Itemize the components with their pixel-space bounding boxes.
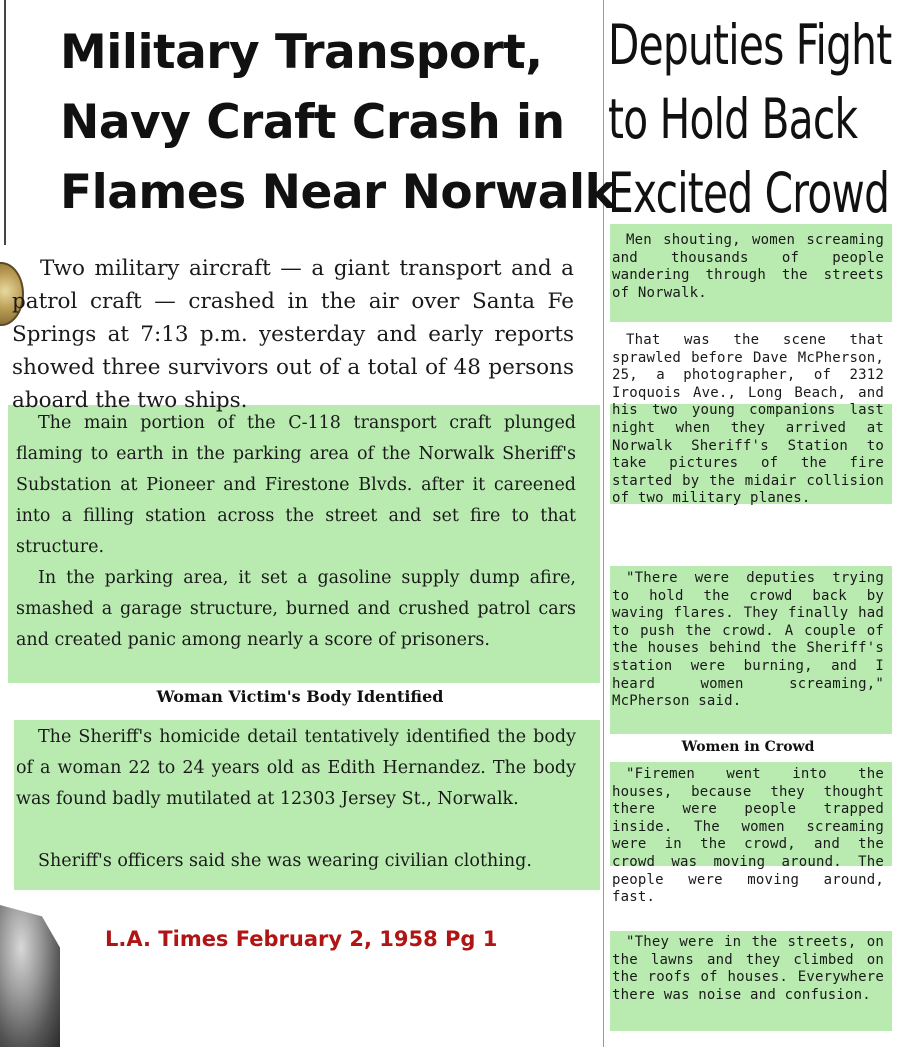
left-headline-line-3: Flames Near Norwalk	[60, 165, 616, 220]
left-headline-line-1: Military Transport,	[60, 25, 543, 80]
left-headline-line-2: Navy Craft Crash in	[60, 95, 565, 150]
right-paragraph-3: "There were deputies trying to hold the crowd back by waving flares. They finally had to push the crowd. A couple of the houses behind the Sheriff's station were burning, and I heard women screaming," McPherson said.	[612, 570, 884, 710]
right-headline-line-1: Deputies Fight	[608, 13, 892, 77]
left-paragraph-4: Sheriff's officers said she was wearing civilian clothing.	[38, 851, 532, 871]
right-paragraph-5: "They were in the streets, on the lawns and they climbed on the roofs of houses. Everywhere there was noise and confusion.	[612, 934, 884, 1003]
left-paragraph-2: In the parking area, it set a gasoline supply dump afire, smashed a garage structure, burned and crushed patrol cars and created panic among nearly a score of prisoners.	[16, 568, 576, 650]
right-paragraph-2: That was the scene that sprawled before Dave McPherson, 25, a photographer, of 2312 Iroquois Ave., Long Beach, and his two young companions last night when they arrived at Norwalk Sheriff's Station to take pictures of the fire started by the midair collision of two military planes.	[612, 332, 884, 507]
right-subhead: Women in Crowd	[681, 739, 815, 755]
left-headline	[60, 18, 615, 228]
right-paragraph-1: Men shouting, women screaming and thousands of people wandering through the streets of Norwalk.	[612, 232, 884, 301]
left-edge-rule	[4, 0, 6, 245]
photo-fragment	[0, 905, 60, 1047]
left-paragraph-1: The main portion of the C-118 transport craft plunged flaming to earth in the parking area of the Norwalk Sheriff's Substation at Pioneer and Firestone Blvds. after it careened into a filling station across the street and set fire to that structure.	[16, 413, 576, 557]
left-lead-paragraph: Two military aircraft — a giant transport and a patrol craft — crashed in the air over Santa Fe Springs at 7:13 p.m. yesterday and early reports showed three survivors out of a total of 48 persons aboard the two ships.	[12, 256, 574, 413]
left-subhead: Woman Victim's Body Identified	[156, 687, 444, 706]
right-headline-line-3: Excited Crowd	[608, 161, 890, 225]
right-headline-line-2: to Hold Back	[608, 87, 858, 151]
left-paragraph-3: The Sheriff's homicide detail tentatively identified the body of a woman 22 to 24 years old as Edith Hernandez. The body was found badly mutilated at 12303 Jersey St., Norwalk.	[16, 727, 576, 809]
right-headline	[608, 8, 891, 230]
right-paragraph-4: "Firemen went into the houses, because they thought there were people trapped inside. The women screaming were in the crowd, and the crowd was moving around. The people were moving around, fast.	[612, 766, 884, 906]
source-caption: L.A. Times February 2, 1958 Pg 1	[105, 927, 498, 951]
